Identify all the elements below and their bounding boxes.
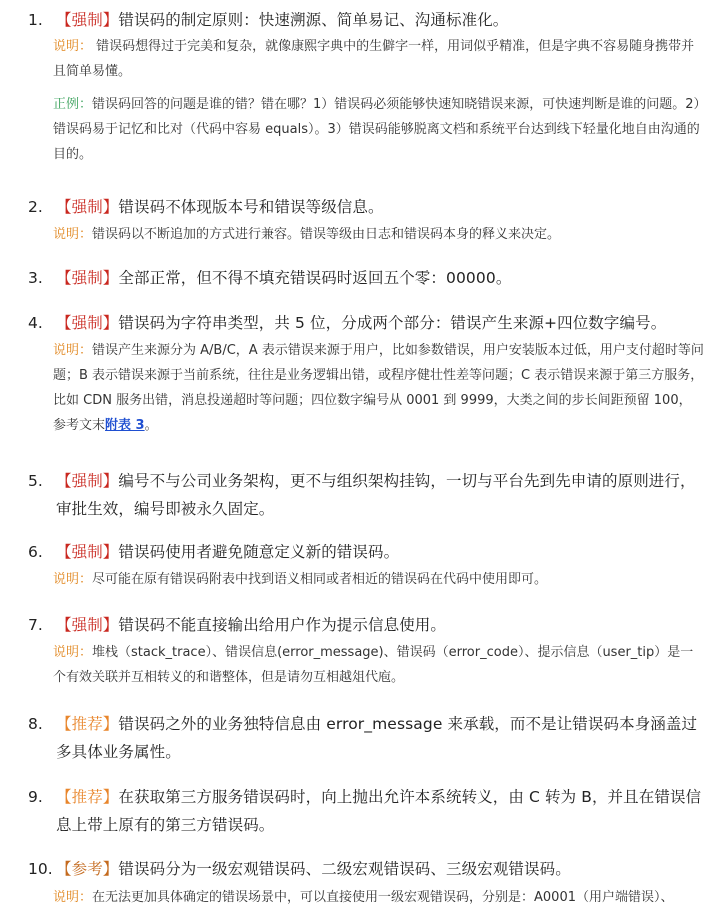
- rule-title: [56, 309, 704, 337]
- note-text: 堆栈（stack_trace）、错误信息(error_message)、错误码（error_code）、提示信息（user_tip）是一个有效关联并互相转义的和谐整体，但是请勿互相越俎代庖。: [53, 645, 694, 685]
- note-text: 错误码想得过于完美和复杂，就像康熙字典中的生僻字一样，用词似乎精准，但是字典不容易随身携带并且简单易懂。: [53, 39, 695, 79]
- rule-note: [53, 338, 704, 438]
- rule-title-text: 错误码为字符串类型，共 5 位，分成两个部分：错误产生来源+四位数字编号。: [118, 314, 667, 332]
- rule-number: 4.: [28, 314, 43, 332]
- appendix-link[interactable]: 附表 3: [105, 418, 145, 433]
- rule-note: [53, 34, 704, 84]
- rule-note: [53, 222, 704, 247]
- rule-number: 3.: [28, 269, 43, 287]
- note-label: 说明：: [53, 645, 93, 660]
- note-label: 说明：: [53, 572, 93, 587]
- rule-number: 5.: [28, 472, 43, 490]
- rule-tag: 【强制】: [56, 269, 119, 287]
- rule-number: 7.: [28, 616, 43, 634]
- rule-tag: 【强制】: [56, 314, 119, 332]
- rule-title: [56, 264, 704, 292]
- rule-example: [53, 92, 704, 167]
- rule-tag: 【强制】: [56, 472, 119, 490]
- note-label: 说明：: [53, 890, 93, 905]
- rule-number: 8.: [28, 715, 43, 733]
- rule-number: 9.: [28, 788, 43, 806]
- note-text: 错误码回答的问题是谁的错？错在哪？1）错误码必须能够快速知晓错误来源，可快速判断是谁的问题。2）错误码易于记忆和比对（代码中容易 equals）。3）错误码能够脱离文档和系统平台达到线下轻量化地自由沟通的目的。: [53, 97, 701, 162]
- note-label: 正例：: [53, 97, 93, 112]
- note-label: 说明：: [53, 343, 93, 358]
- rule-number: 1.: [28, 11, 43, 29]
- rule-tag: 【推荐】: [56, 715, 119, 733]
- rule-title: [56, 611, 704, 639]
- rule-title: [56, 193, 704, 221]
- rule-title: [56, 710, 704, 766]
- rule-title-text: 编号不与公司业务架构，更不与组织架构挂钩，一切与平台先到先申请的原则进行，审批生效，编号即被永久固定。: [56, 472, 696, 518]
- rule-number: 2.: [28, 198, 43, 216]
- note-text: 错误产生来源分为 A/B/C，A 表示错误来源于用户，比如参数错误，用户安装版本过低，用户支付超时等问题；B 表示错误来源于当前系统，往往是业务逻辑出错，或程序健壮性差等问题；C 表示错误来源于第三方服务，比如 CDN 服务出错，消息投递超时等问题；四位数字编号从 0001 到 9999，大类之间的步长间距预留 100，参考文末: [53, 343, 704, 433]
- rule-title: [56, 783, 704, 839]
- rule-title-text: 错误码的制定原则：快速溯源、简单易记、沟通标准化。: [118, 11, 509, 29]
- rule-number: 10.: [28, 860, 53, 878]
- note-label: 说明：: [53, 39, 93, 54]
- rule-title-text: 错误码分为一级宏观错误码、二级宏观错误码、三级宏观错误码。: [118, 860, 571, 878]
- note-text: 错误码以不断追加的方式进行兼容。错误等级由日志和错误码本身的释义来决定。: [92, 227, 561, 242]
- rule-tag: 【参考】: [56, 860, 119, 878]
- rule-title-text: 错误码使用者避免随意定义新的错误码。: [118, 543, 400, 561]
- rule-title-text: 错误码不体现版本号和错误等级信息。: [118, 198, 384, 216]
- note-text: 在无法更加具体确定的错误场景中，可以直接使用一级宏观错误码，分别是：A0001（用户端错误）、: [92, 890, 674, 905]
- rule-title-text: 全部正常，但不得不填充错误码时返回五个零：00000。: [118, 269, 512, 287]
- rule-tag: 【强制】: [56, 616, 119, 634]
- rule-title: [56, 467, 704, 523]
- note-label: 说明：: [53, 227, 93, 242]
- rule-title-text: 错误码不能直接输出给用户作为提示信息使用。: [118, 616, 447, 634]
- rule-title: [56, 538, 704, 566]
- rule-title-text: 错误码之外的业务独特信息由 error_message 来承载，而不是让错误码本身涵盖过多具体业务属性。: [56, 715, 698, 761]
- note-text: 尽可能在原有错误码附表中找到语义相同或者相近的错误码在代码中使用即可。: [92, 572, 548, 587]
- rule-title-text: 在获取第三方服务错误码时，向上抛出允许本系统转义，由 C 转为 B，并且在错误信息上带上原有的第三方错误码。: [56, 788, 702, 834]
- rule-note: [53, 640, 704, 690]
- rule-title: [56, 855, 704, 883]
- rule-tag: 【强制】: [56, 543, 119, 561]
- rule-number: 6.: [28, 543, 43, 561]
- rule-note: [53, 885, 704, 910]
- rule-tag: 【强制】: [56, 198, 119, 216]
- rule-tag: 【推荐】: [56, 788, 119, 806]
- rule-note: [53, 567, 704, 592]
- note-text-end: 。: [144, 418, 158, 433]
- rule-tag: 【强制】: [56, 11, 119, 29]
- rule-title: [56, 6, 704, 34]
